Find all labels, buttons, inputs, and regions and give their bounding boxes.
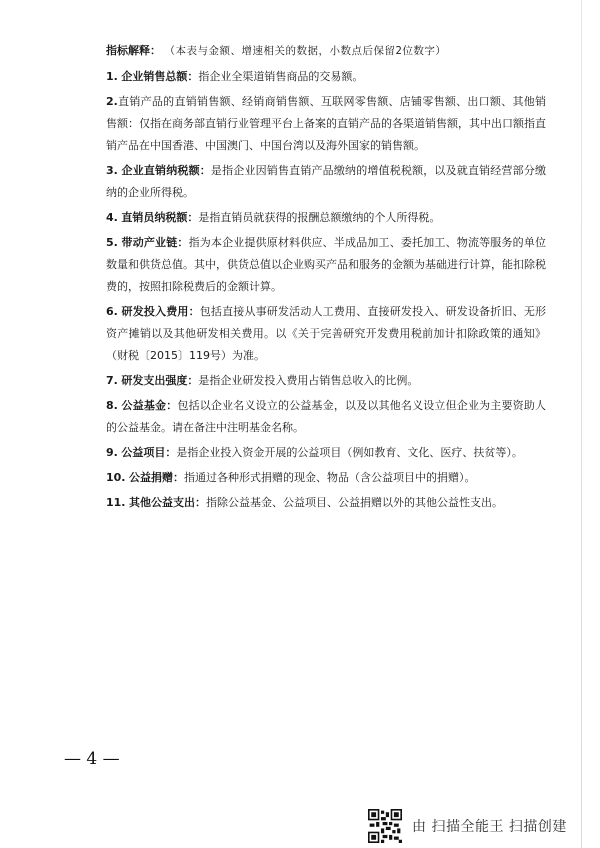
item-text: 是指直销员就获得的报酬总额缴纳的个人所得税。 <box>198 211 441 224</box>
item-number: 11. <box>106 496 126 509</box>
item-number: 1. <box>106 70 118 83</box>
item-text: 指除公益基金、公益项目、公益捐赠以外的其他公益性支出。 <box>206 496 503 509</box>
scan-watermark-text: 由 扫描全能王 扫描创建 <box>412 819 567 835</box>
explanation-item <box>106 207 546 229</box>
qr-code-icon <box>368 809 402 843</box>
explanations-note: （本表与金额、增速相关的数据，小数点后保留2位数字） <box>164 45 447 57</box>
item-text: 指企业全渠道销售商品的交易额。 <box>198 70 364 83</box>
item-text: 是指企业因销售直销产品缴纳的增值税税额，以及就直销经营部分缴纳的企业所得税。 <box>106 164 546 199</box>
item-term: 带动产业链： <box>121 236 189 249</box>
item-number: 4. <box>106 211 118 224</box>
explanation-item <box>106 91 546 157</box>
scan-watermark <box>368 808 596 844</box>
explanation-item <box>106 232 546 298</box>
item-text: 是指企业研发投入费用占销售总收入的比例。 <box>198 374 419 387</box>
item-number: 9. <box>106 446 118 459</box>
item-term: 直销员纳税额： <box>121 211 199 224</box>
explanation-item <box>106 492 546 514</box>
explanation-item <box>106 66 546 88</box>
item-text: 直销产品的直销销售额、经销商销售额、互联网零售额、店铺零售额、出口额、其他销售额：仅指在商务部直销行业管理平台上备案的直销产品的各渠道销售额，其中出口额指直销产品在中国香港、中国澳门、中国台湾以及海外国家的销售额。 <box>106 95 546 152</box>
item-term: 研发支出强度： <box>121 374 199 387</box>
item-text: 指通过各种形式捐赠的现金、物品（含公益项目中的捐赠）。 <box>184 471 476 484</box>
item-text: 包括直接从事研发活动人工费用、直接研发投入、研发设备折旧、无形资产摊销以及其他研发相关费用。以《关于完善研究开发费用税前加计扣除政策的通知》（财税〔2015〕119号）为准。 <box>106 305 547 362</box>
explanation-item <box>106 467 546 489</box>
page-fold-line <box>581 0 582 848</box>
explanation-item <box>106 301 546 367</box>
item-term: 公益基金： <box>121 399 178 412</box>
item-number: 5. <box>106 236 118 249</box>
item-text: 指为本企业提供原材料供应、半成品加工、委托加工、物流等服务的单位数量和供货总值。其中，供货总值以企业购买产品和服务的金额为基础进行计算，能扣除税费的，按照扣除税费后的金额计算。 <box>106 236 547 293</box>
page-number: — 4 — <box>64 749 120 769</box>
item-number: 3. <box>106 164 118 177</box>
item-term: 企业销售总额： <box>121 70 199 83</box>
item-number: 10. <box>106 471 126 484</box>
item-term: 公益项目： <box>121 446 177 459</box>
item-number: 2. <box>106 95 118 108</box>
item-term: 其他公益支出： <box>129 496 206 509</box>
item-term: 研发投入费用： <box>121 305 200 318</box>
item-term: 公益捐赠： <box>129 471 184 484</box>
item-number: 6. <box>106 305 118 318</box>
indicator-explanations <box>106 40 546 517</box>
explanation-item <box>106 395 546 439</box>
item-number: 7. <box>106 374 118 387</box>
item-number: 8. <box>106 399 118 412</box>
explanations-header <box>106 40 546 62</box>
item-term: 企业直销纳税额： <box>121 164 211 177</box>
explanation-item <box>106 370 546 392</box>
item-text: 是指企业投入资金开展的公益项目（例如教育、文化、医疗、扶贫等）。 <box>176 446 523 459</box>
explanations-title: 指标解释： <box>106 44 161 57</box>
item-text: 包括以企业名义设立的公益基金，以及以其他名义设立但企业为主要资助人的公益基金。请在备注中注明基金名称。 <box>106 399 547 434</box>
explanation-item <box>106 442 546 464</box>
explanation-item <box>106 160 546 204</box>
